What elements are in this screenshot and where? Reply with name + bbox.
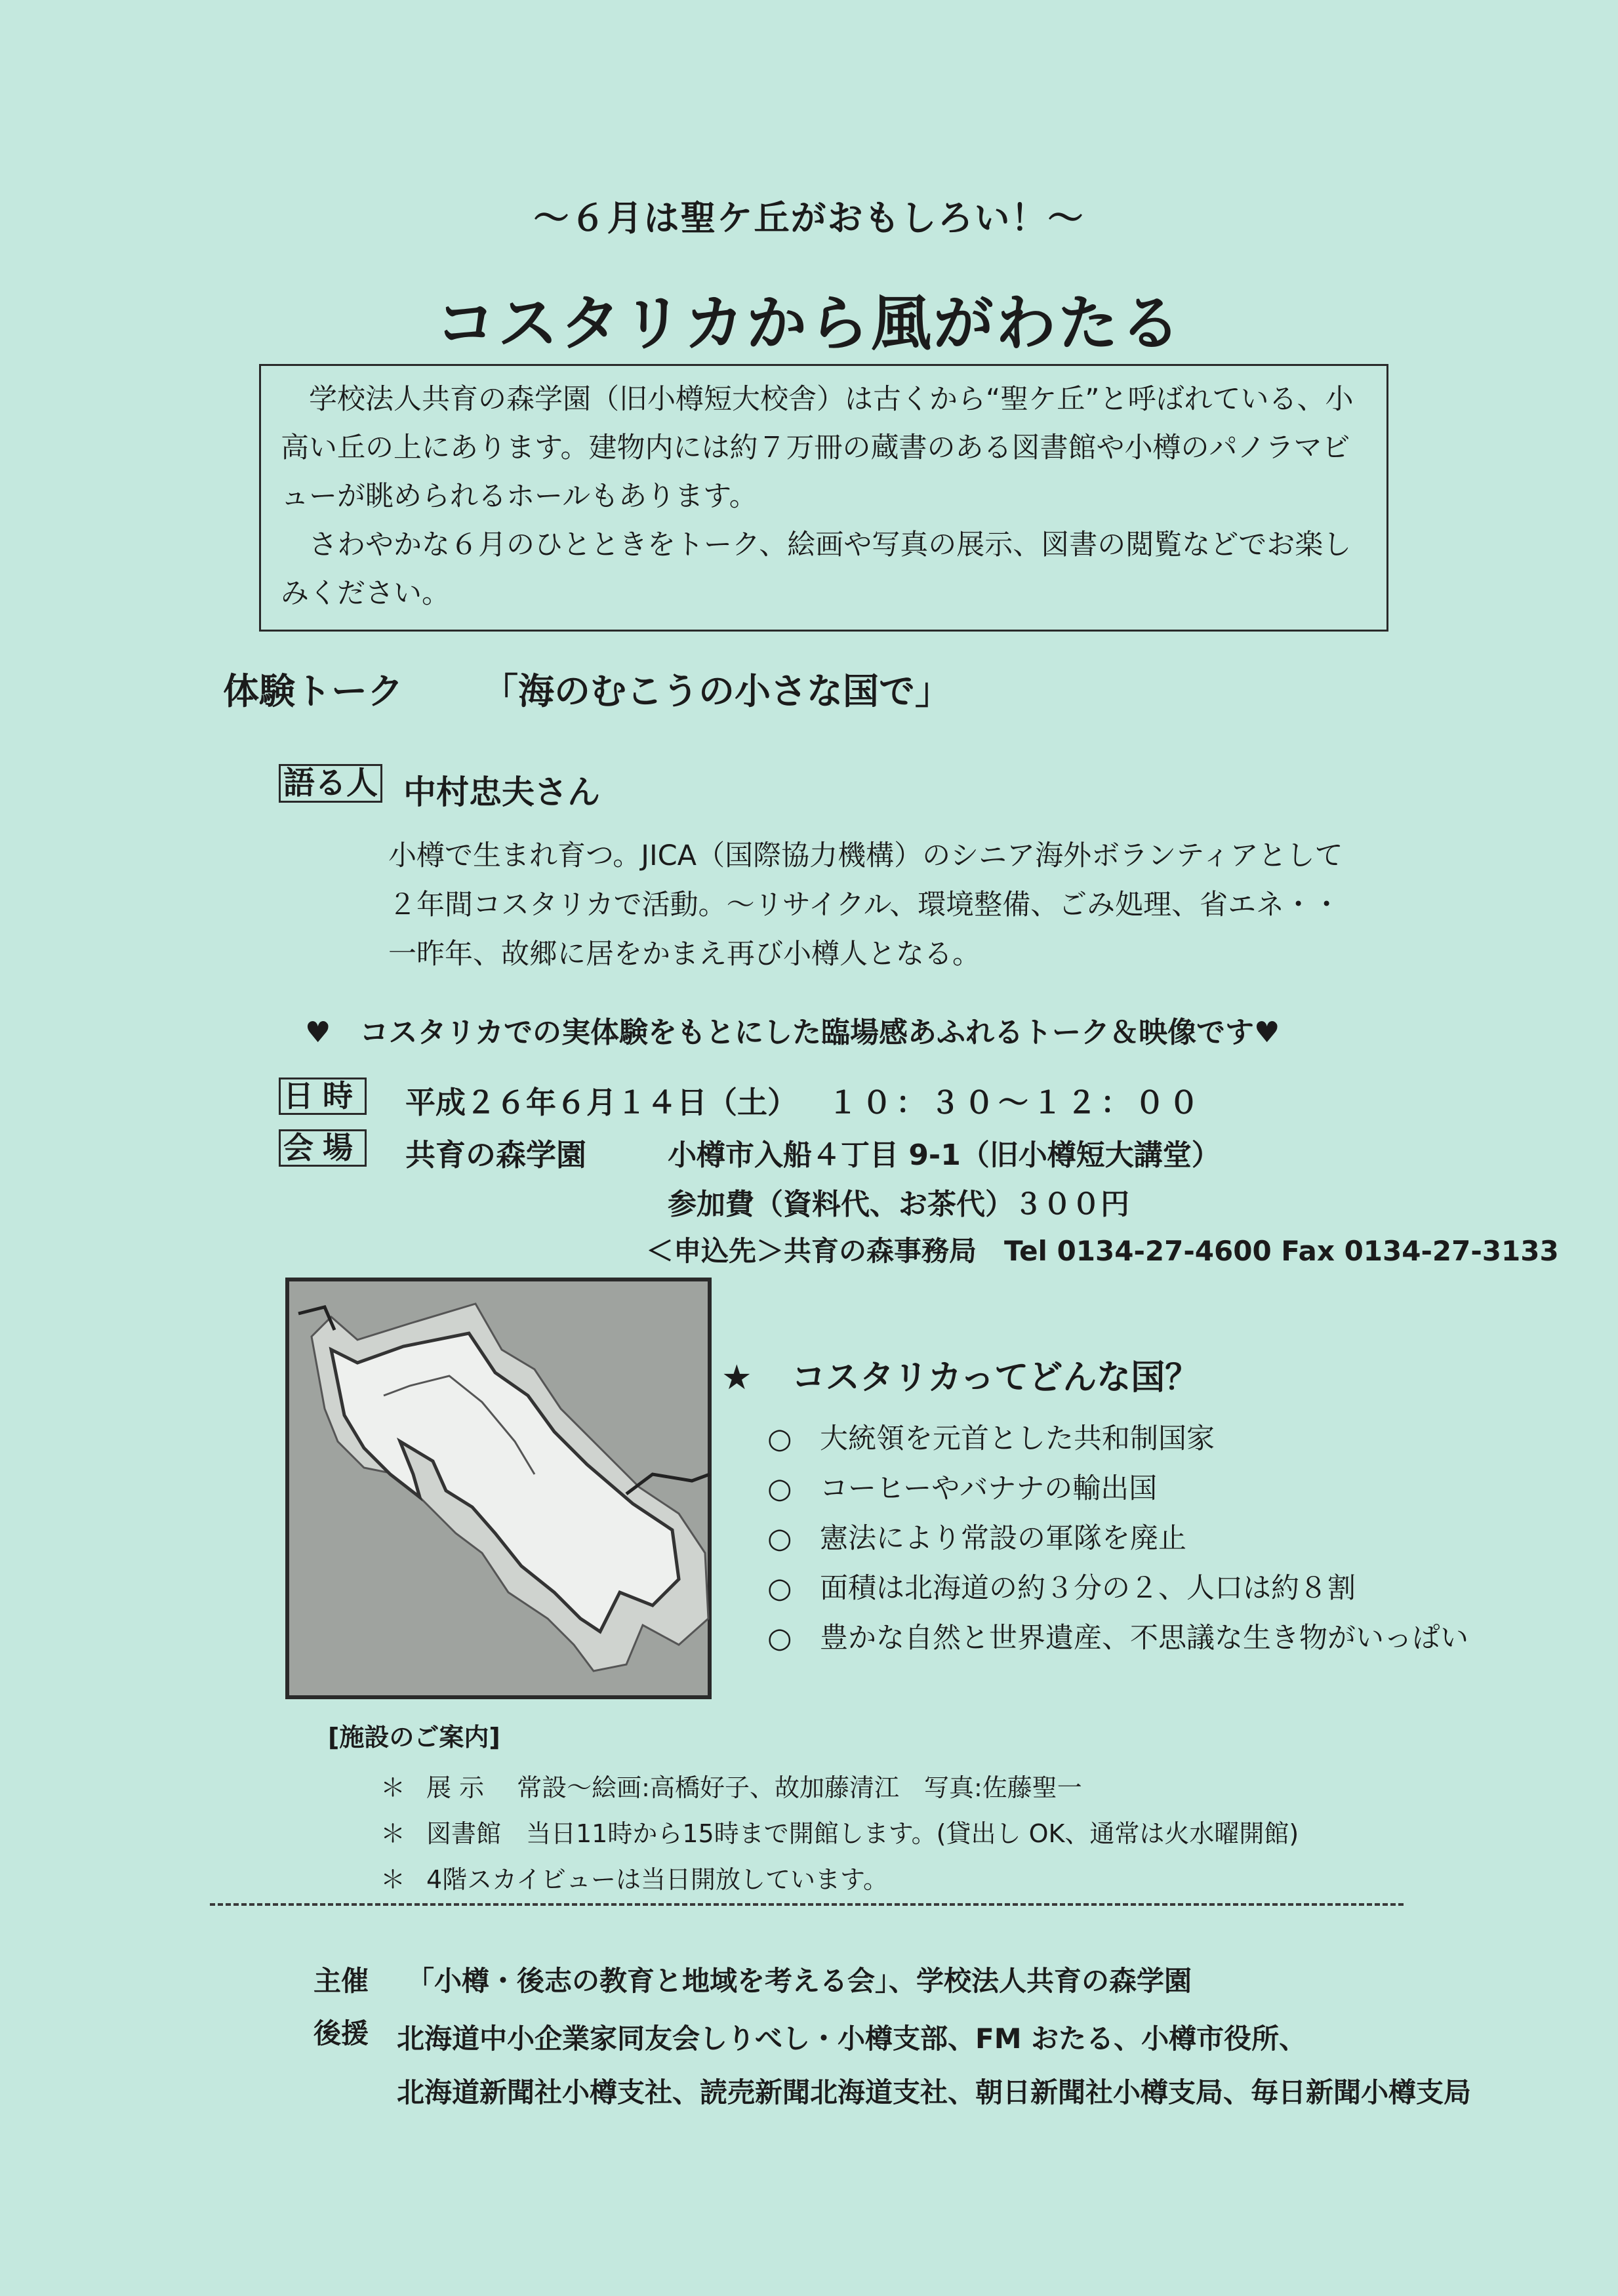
participation-fee: 参加費（資料代、お茶代）３００円 <box>668 1188 1129 1221</box>
bio-line: ２年間コスタリカで活動。～リサイクル、環境整備、ごみ処理、省エネ・・ <box>388 889 1341 921</box>
venue-address: 小樽市入船４丁目 9-1（旧小樽短大講堂） <box>668 1138 1221 1172</box>
circle-bullet-icon: ○ <box>767 1572 792 1605</box>
list-item <box>380 1859 1299 1905</box>
costa-rica-map <box>285 1278 712 1699</box>
venue-label: 会場 <box>279 1129 367 1167</box>
date-label: 日時 <box>279 1078 367 1115</box>
list-item <box>767 1466 1468 1516</box>
list-item <box>767 1616 1468 1666</box>
bio-line: 一昨年、故郷に居をかまえ再び小樽人となる。 <box>388 938 981 971</box>
star-icon: ★ <box>721 1358 752 1398</box>
list-item-text: コーヒーやバナナの輸出国 <box>820 1472 1158 1505</box>
venue-name: 共育の森学園 <box>405 1137 586 1173</box>
page-title: コスタリカから風がわたる <box>435 289 1183 359</box>
divider <box>210 1903 1404 1906</box>
list-item <box>767 1566 1468 1616</box>
list-item-text: 図書館 当日11時から15時まで開館します。(貸出し OK、通常は火水曜開館) <box>426 1819 1299 1848</box>
list-item-text: 憲法により常設の軍隊を廃止 <box>820 1522 1186 1555</box>
asterisk-icon: ＊ <box>380 1865 406 1894</box>
talk-highlight: ♥ コスタリカでの実体験をもとにした臨場感あふれるトーク＆映像です♥ <box>305 1016 1280 1049</box>
circle-bullet-icon: ○ <box>767 1472 792 1505</box>
speaker-label: 語る人 <box>279 764 382 803</box>
bio-line: 小樽で生まれ育つ。JICA（国際協力機構）のシニア海外ボランティアとして <box>388 839 1343 872</box>
intro-box <box>259 364 1388 632</box>
list-item-text: 4階スカイビューは当日開放しています。 <box>426 1865 888 1894</box>
talk-title: 「海のむこうの小さな国で」 <box>482 670 952 712</box>
event-time: １０：３０～１２：００ <box>828 1085 1203 1120</box>
intro-paragraph-1: 学校法人共育の森学園（旧小樽短大校舎）は古くから“聖ケ丘”と呼ばれている、小高い丘の上にあります。建物内には約７万冊の蔵書のある図書館や小樽のパノラマビューが眺められるホールもあります。 <box>281 383 1354 513</box>
host-label: 主催 <box>313 1965 369 1997</box>
event-date: 平成２６年６月１４日（土） <box>405 1085 798 1120</box>
about-title-text: コスタリカってどんな国？ <box>791 1358 1200 1398</box>
support-text <box>397 2012 1471 2120</box>
support-line: 北海道新聞社小樽支社、読売新聞北海道支社、朝日新聞社小樽支局、毎日新聞小樽支局 <box>397 2076 1472 2108</box>
list-item <box>380 1767 1299 1813</box>
circle-bullet-icon: ○ <box>767 1422 792 1455</box>
speaker-name: 中村忠夫さん <box>403 773 600 811</box>
about-title <box>721 1350 1199 1399</box>
host-text: 「小樽・後志の教育と地域を考える会」、学校法人共育の森学園 <box>407 1965 1192 1997</box>
asterisk-icon: ＊ <box>380 1819 406 1848</box>
circle-bullet-icon: ○ <box>767 1522 792 1555</box>
subtitle: ～６月は聖ケ丘がおもしろい！～ <box>533 197 1085 239</box>
facilities-list <box>380 1767 1299 1905</box>
about-list <box>767 1417 1468 1666</box>
list-item-text: 面積は北海道の約３分の２、人口は約８割 <box>820 1572 1356 1605</box>
speaker-bio <box>388 832 1343 979</box>
list-item <box>380 1813 1299 1859</box>
list-item <box>767 1516 1468 1566</box>
asterisk-icon: ＊ <box>380 1773 406 1802</box>
application-contact: ＜申込先＞共育の森事務局 Tel 0134-27-4600 Fax 0134-27-3133 <box>646 1235 1559 1267</box>
intro-paragraph-2: さわやかな６月のひとときをトーク、絵画や写真の展示、図書の閲覧などでお楽しみください。 <box>281 529 1352 610</box>
facilities-title: [施設のご案内] <box>328 1723 500 1752</box>
support-label: 後援 <box>313 2017 369 2049</box>
list-item-text: 豊かな自然と世界遺産、不思議な生き物がいっぱい <box>820 1622 1468 1655</box>
list-item <box>767 1417 1468 1466</box>
support-line: 北海道中小企業家同友会しりべし・小樽支部、FM おたる、小樽市役所、 <box>397 2023 1307 2055</box>
circle-bullet-icon: ○ <box>767 1622 792 1655</box>
talk-label: 体験トーク <box>223 670 404 712</box>
list-item-text: 展 示 常設～絵画:高橋好子、故加藤清江 写真:佐藤聖一 <box>426 1773 1082 1802</box>
list-item-text: 大統領を元首とした共和制国家 <box>820 1422 1215 1455</box>
